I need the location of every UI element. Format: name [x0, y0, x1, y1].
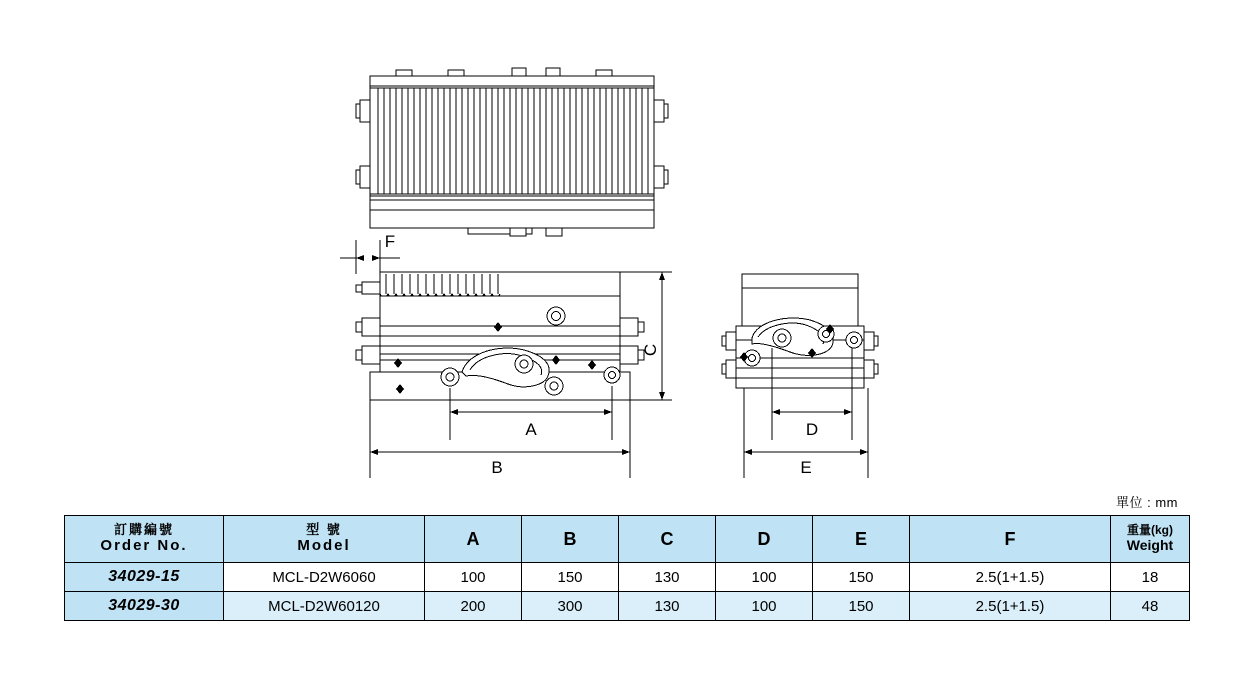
- front-view: [356, 272, 644, 400]
- specification-table: [64, 515, 1190, 621]
- header-weight-cn: 重量(kg): [1127, 523, 1173, 538]
- header-weight: [1111, 516, 1190, 563]
- cell-order-no: 34029-15: [65, 563, 224, 592]
- cell-weight: 18: [1111, 563, 1190, 592]
- cell-dim-f: 2.5(1+1.5): [910, 563, 1111, 592]
- cell-dim-b: 300: [522, 592, 619, 621]
- side-view: [722, 274, 878, 388]
- cell-model: MCL-D2W60120: [224, 592, 425, 621]
- header-model-en: Model: [297, 536, 351, 554]
- cell-dim-a: 200: [425, 592, 522, 621]
- cell-model: MCL-D2W6060: [224, 563, 425, 592]
- cell-dim-e: 150: [813, 592, 910, 621]
- header-model-cn: 型 號: [306, 522, 342, 538]
- dimension-label-D: D: [805, 420, 819, 439]
- header-order-no-en: Order No.: [100, 536, 188, 554]
- header-dim-f: F: [910, 516, 1111, 563]
- header-dim-a: A: [425, 516, 522, 563]
- dimension-label-C: C: [641, 343, 660, 357]
- header-dim-d: D: [716, 516, 813, 563]
- cell-order-no: 34029-30: [65, 592, 224, 621]
- cell-dim-d: 100: [716, 563, 813, 592]
- dimension-label-F: F: [384, 232, 396, 251]
- dimension-label-A: A: [525, 420, 537, 439]
- header-order-no-cn: 訂購編號: [113, 522, 174, 538]
- dimension-label-B: B: [491, 458, 503, 477]
- table-row: [65, 592, 1190, 621]
- cell-dim-a: 100: [425, 563, 522, 592]
- header-dim-e: E: [813, 516, 910, 563]
- cell-dim-b: 150: [522, 563, 619, 592]
- cell-weight: 48: [1111, 592, 1190, 621]
- header-dim-b: B: [522, 516, 619, 563]
- top-view: [356, 68, 668, 236]
- cell-dim-d: 100: [716, 592, 813, 621]
- header-weight-en: Weight: [1126, 536, 1174, 553]
- cell-dim-c: 130: [619, 592, 716, 621]
- cell-dim-f: 2.5(1+1.5): [910, 592, 1111, 621]
- cell-dim-c: 130: [619, 563, 716, 592]
- cell-dim-e: 150: [813, 563, 910, 592]
- unit-note: 單位 : mm: [1116, 495, 1178, 510]
- header-order-no: [65, 516, 224, 563]
- header-dim-c: C: [619, 516, 716, 563]
- dimension-label-E: E: [800, 458, 812, 477]
- table-row: [65, 563, 1190, 592]
- header-model: [224, 516, 425, 563]
